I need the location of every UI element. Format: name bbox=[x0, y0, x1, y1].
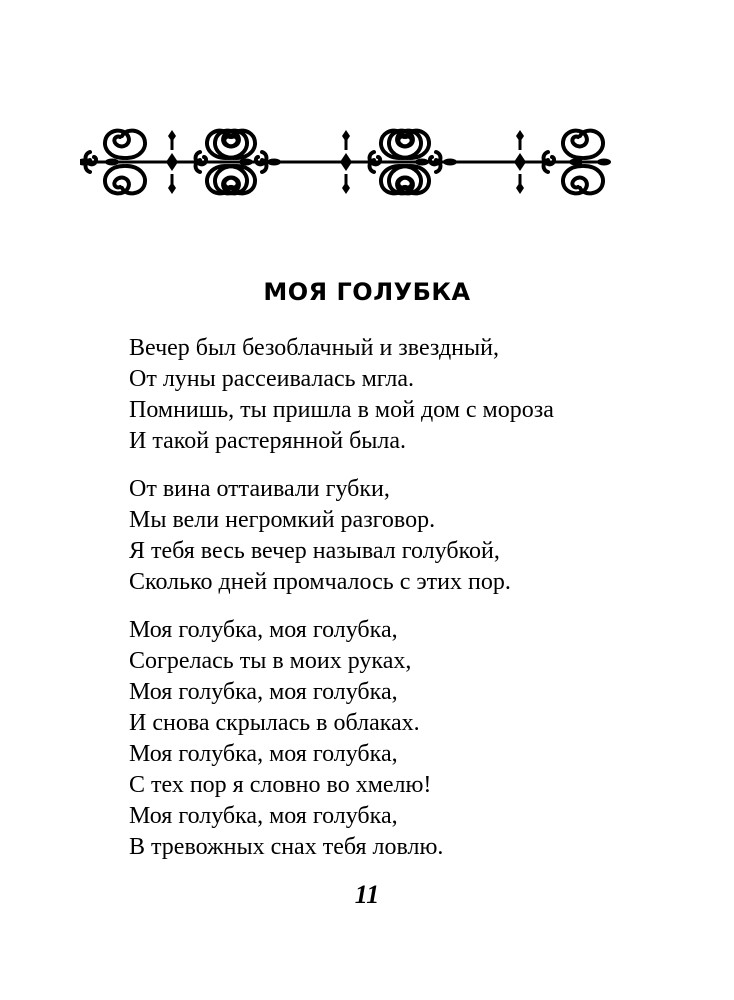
poem-line: Мы вели негромкий разговор. bbox=[129, 507, 436, 533]
poem-line: Я тебя весь вечер называл голубкой, bbox=[129, 538, 500, 564]
poem-line: В тревожных снах тебя ловлю. bbox=[129, 834, 444, 860]
poem-line: От вина оттаивали губки, bbox=[129, 476, 390, 502]
poem-body bbox=[129, 333, 709, 880]
stanza-3 bbox=[129, 615, 709, 863]
poem-line: Моя голубка, моя голубка, bbox=[129, 679, 398, 705]
poem-line: Моя голубка, моя голубка, bbox=[129, 803, 398, 829]
poem-line: Вечер был безоблачный и звездный, bbox=[129, 335, 499, 361]
poem-line: Сколько дней промчалось с этих пор. bbox=[129, 569, 511, 595]
poem-line: Моя голубка, моя голубка, bbox=[129, 741, 398, 767]
poem-line: Помнишь, ты пришла в мой дом с мороза bbox=[129, 397, 554, 423]
poem-line: Согрелась ты в моих руках, bbox=[129, 648, 412, 674]
stanza-1 bbox=[129, 333, 709, 457]
poem-line: С тех пор я словно во хмелю! bbox=[129, 772, 432, 798]
stanza-2 bbox=[129, 474, 709, 598]
ornamental-border-icon bbox=[80, 122, 612, 202]
poem-line: От луны рассеивалась мгла. bbox=[129, 366, 415, 392]
page-number: 11 bbox=[354, 880, 380, 909]
poem-line: Моя голубка, моя голубка, bbox=[129, 617, 398, 643]
poem-title: МОЯ ГОЛУБКА bbox=[263, 278, 471, 306]
poem-line: И такой растерянной была. bbox=[129, 428, 407, 454]
poem-line: И снова скрылась в облаках. bbox=[129, 710, 420, 736]
